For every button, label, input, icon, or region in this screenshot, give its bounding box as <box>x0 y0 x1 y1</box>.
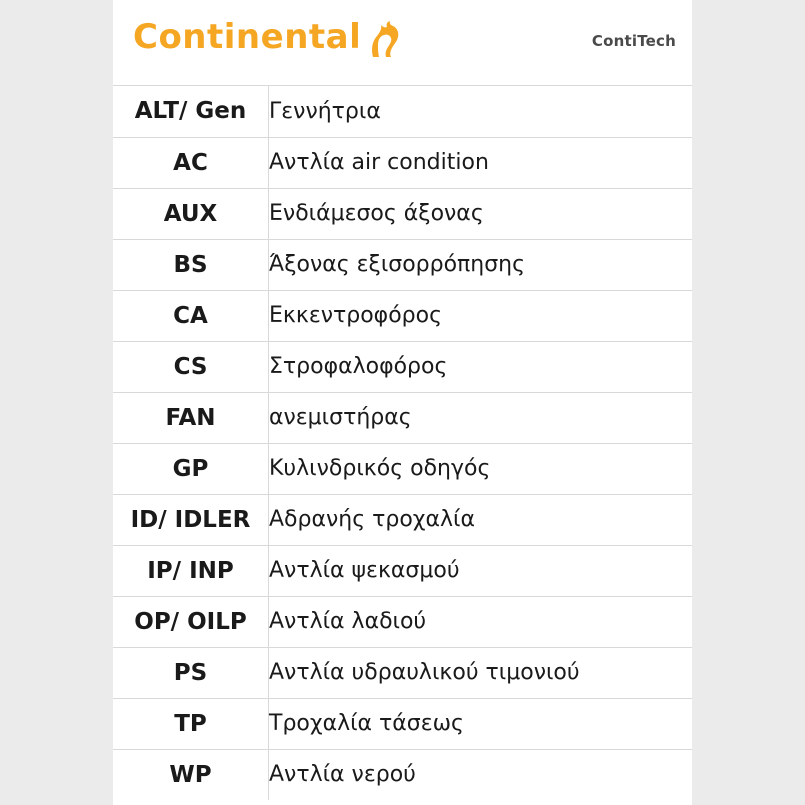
abbrev-description: Στροφαλοφόρος <box>269 341 693 392</box>
abbrev-code: OP/ OILP <box>113 596 269 647</box>
abbrev-description: ανεμιστήρας <box>269 392 693 443</box>
abbrev-description: Ενδιάμεσος άξονας <box>269 188 693 239</box>
abbrev-description: Άξονας εξισορρόπησης <box>269 239 693 290</box>
abbrev-description: Αντλία ψεκασμού <box>269 545 693 596</box>
horse-logo-icon <box>365 19 403 63</box>
table-row <box>113 137 692 188</box>
table-row <box>113 392 692 443</box>
abbrev-description: Αντλία νερού <box>269 749 693 800</box>
sub-brand-label: ContiTech <box>591 32 676 50</box>
abbrev-code: CA <box>113 290 269 341</box>
abbrev-description: Κυλινδρικός οδηγός <box>269 443 693 494</box>
page-margin-right <box>692 0 805 805</box>
abbrev-code: CS <box>113 341 269 392</box>
abbrev-code: GP <box>113 443 269 494</box>
abbrev-code: WP <box>113 749 269 800</box>
abbrev-code: IP/ INP <box>113 545 269 596</box>
abbrev-code: AUX <box>113 188 269 239</box>
abbrev-description: Γεννήτρια <box>269 86 693 137</box>
abbrev-description: Τροχαλία τάσεως <box>269 698 693 749</box>
document-sheet <box>113 0 692 805</box>
brand-logo <box>133 17 403 63</box>
document-header <box>113 0 692 86</box>
abbrev-description: Αντλία air condition <box>269 137 693 188</box>
table-row <box>113 698 692 749</box>
table-row <box>113 239 692 290</box>
table-row <box>113 443 692 494</box>
abbreviation-table-body <box>113 86 692 800</box>
table-row <box>113 596 692 647</box>
abbrev-description: Αντλία υδραυλικού τιμονιού <box>269 647 693 698</box>
abbrev-code: FAN <box>113 392 269 443</box>
abbrev-description: Εκκεντροφόρος <box>269 290 693 341</box>
table-row <box>113 86 692 137</box>
table-row <box>113 188 692 239</box>
table-row <box>113 545 692 596</box>
abbrev-code: ID/ IDLER <box>113 494 269 545</box>
table-row <box>113 647 692 698</box>
table-row <box>113 290 692 341</box>
abbrev-description: Αδρανής τροχαλία <box>269 494 693 545</box>
table-row <box>113 341 692 392</box>
page-margin-left <box>0 0 113 805</box>
abbrev-code: AC <box>113 137 269 188</box>
abbrev-code: TP <box>113 698 269 749</box>
abbrev-code: ALT/ Gen <box>113 86 269 137</box>
table-row <box>113 494 692 545</box>
abbrev-description: Αντλία λαδιού <box>269 596 693 647</box>
table-row <box>113 749 692 800</box>
abbreviation-table <box>113 86 692 800</box>
brand-logo-text: Continental <box>133 17 362 57</box>
abbrev-code: PS <box>113 647 269 698</box>
abbrev-code: BS <box>113 239 269 290</box>
